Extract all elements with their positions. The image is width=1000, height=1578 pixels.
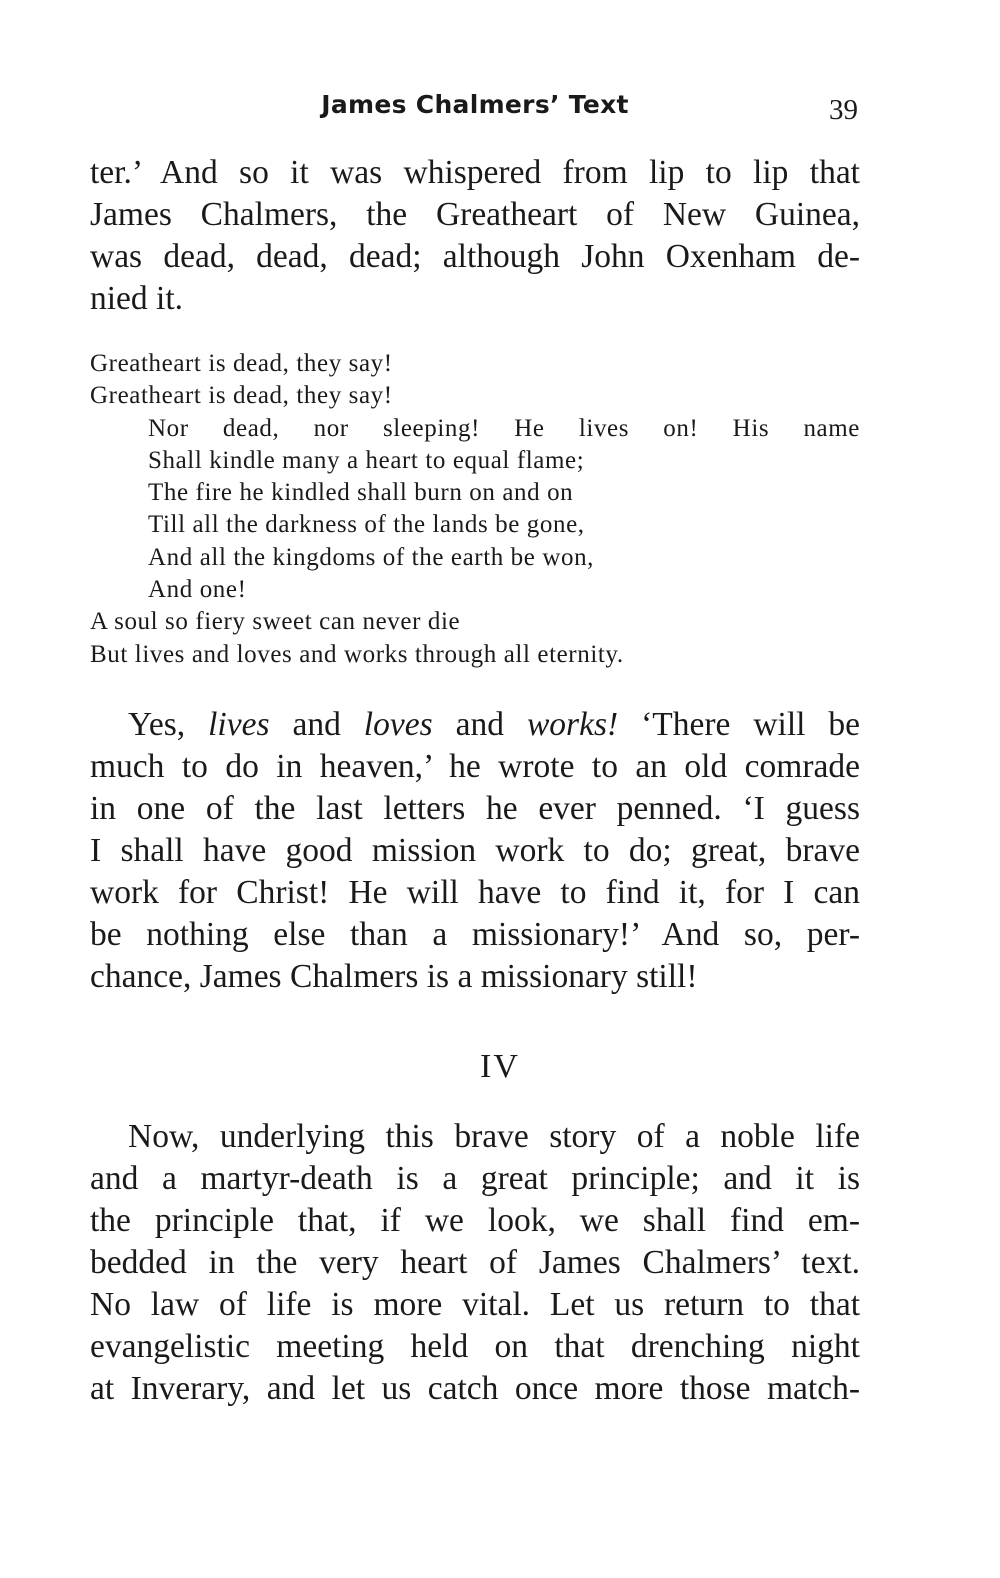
paragraph-1 [90,152,860,320]
text-and: and [292,706,341,743]
text-line: the principle that, if we look, we shall find em- [90,1202,860,1239]
text-line-with-emphasis [90,704,860,746]
poem-line: But lives and loves and works through all eternity. [90,640,624,668]
poem-line: Greatheart is dead, they say! [90,350,393,377]
text-quote-start: ‘There will be [641,706,861,743]
page-header [90,88,860,128]
text-line: and a martyr-death is a great principle; and it is [90,1160,860,1197]
paragraph-2 [90,704,860,998]
paragraph-3 [90,1116,860,1410]
poem-block [90,348,860,671]
section-numeral: IV [480,1048,520,1085]
poem-line: Shall kindle many a heart to equal flame; [148,446,585,474]
text-line: chance, James Chalmers is a missionary still! [90,958,698,995]
poem-line: Greatheart is dead, they say! [90,382,393,410]
poem-line: Till all the darkness of the lands be gone, [148,511,585,539]
text-line: nied it. [90,280,184,317]
text-line: in one of the last letters he ever penned. ‘I guess [90,790,860,827]
text-line: was dead, dead, dead; although John Oxenham de- [90,238,860,275]
text-line: much to do in heaven,’ he wrote to an old comrade [90,748,860,785]
text-yes: Yes, [128,706,186,743]
text-line: at Inverary, and let us catch once more those match- [90,1370,860,1407]
emphasis-lives: lives [208,706,270,743]
page-number: 39 [829,94,858,126]
poem-line: And all the kingdoms of the earth be won, [148,543,595,571]
text-line: No law of life is more vital. Let us return to that [90,1286,860,1323]
poem-line: The fire he kindled shall burn on and on [148,479,574,507]
text-line: I shall have good mission work to do; great, brave [90,832,860,869]
emphasis-works: works! [526,706,619,743]
poem-line: And one! [148,576,247,604]
text-line: bedded in the very heart of James Chalmers’ text. [90,1244,860,1281]
text-line: James Chalmers, the Greatheart of New Guinea, [90,196,860,233]
text-line: evangelistic meeting held on that drenching night [90,1328,860,1365]
text-line: be nothing else than a missionary!’ And so, per- [90,916,860,953]
text-line: work for Christ! He will have to find it, for I can [90,874,860,911]
text-and: and [455,706,504,743]
text-line: ter.’ And so it was whispered from lip to lip that [90,154,860,191]
poem-line: Nor dead, nor sleeping! He lives on! His name [148,414,860,442]
emphasis-loves: loves [363,706,433,743]
running-title: James Chalmers’ Text [321,90,629,119]
text-line: Now, underlying this brave story of a noble life [128,1118,860,1155]
poem-line: A soul so fiery sweet can never die [90,608,461,636]
